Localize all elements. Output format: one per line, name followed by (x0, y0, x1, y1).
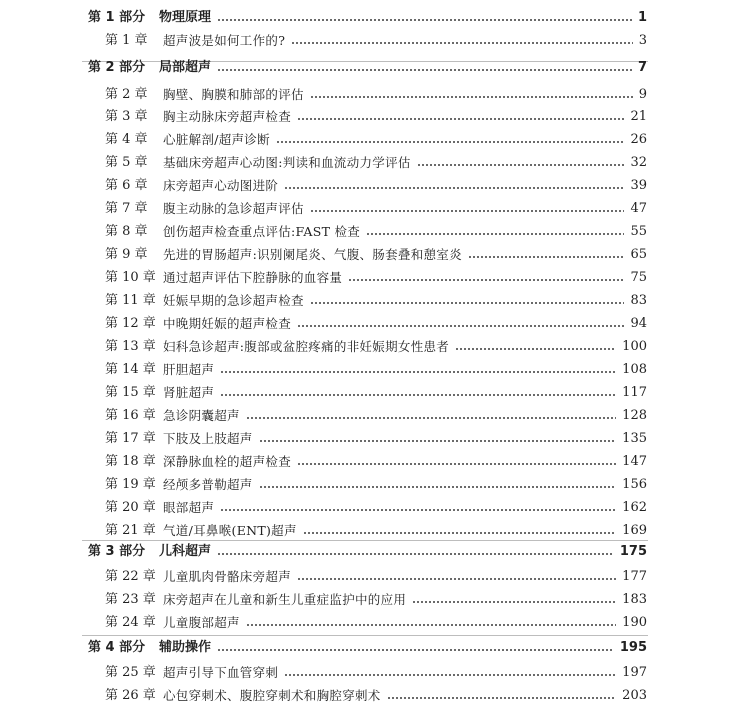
toc-chapter-row[interactable] (0, 175, 730, 197)
chapter-number: 第 12 章 (105, 316, 156, 331)
toc-chapter-row[interactable] (0, 589, 730, 611)
section-divider (82, 635, 648, 636)
page-number: 83 (630, 293, 647, 308)
page-number: 7 (637, 60, 647, 75)
chapter-title: 中晚期妊娠的超声检查 (163, 316, 292, 331)
chapter-title: 气道/耳鼻喉(ENT)超声 (163, 523, 297, 538)
dot-leader (217, 649, 614, 651)
part-title: 物理原理 (159, 10, 212, 25)
dot-leader (246, 417, 616, 419)
dot-leader (220, 394, 616, 396)
chapter-number: 第 3 章 (105, 109, 148, 124)
chapter-title: 床旁超声在儿童和新生儿重症监护中的应用 (163, 592, 407, 607)
toc-part-row[interactable] (0, 7, 730, 29)
chapter-number: 第 24 章 (105, 615, 156, 630)
chapter-number: 第 18 章 (105, 454, 156, 469)
chapter-title: 经颅多普勒超声 (163, 477, 253, 492)
toc-chapter-row[interactable] (0, 152, 730, 174)
page-number: 117 (622, 385, 647, 400)
toc-chapter-row[interactable] (0, 428, 730, 450)
page-number: 190 (622, 615, 647, 630)
dot-leader (217, 553, 614, 555)
page-number: 100 (622, 339, 647, 354)
dot-leader (297, 463, 616, 465)
page-number: 21 (630, 109, 647, 124)
dot-leader (366, 233, 624, 235)
chapter-number: 第 22 章 (105, 569, 156, 584)
toc-chapter-row[interactable] (0, 84, 730, 106)
dot-leader (259, 440, 616, 442)
chapter-title: 心包穿刺术、腹腔穿刺术和胸腔穿刺术 (163, 688, 381, 703)
chapter-title: 深静脉血栓的超声检查 (163, 454, 292, 469)
chapter-title: 肾脏超声 (163, 385, 215, 400)
page-number: 94 (630, 316, 647, 331)
chapter-title: 胸壁、胸膜和肺部的评估 (163, 87, 304, 102)
dot-leader (310, 96, 633, 98)
toc-chapter-row[interactable] (0, 244, 730, 266)
page-number: 26 (630, 132, 647, 147)
toc-part-row[interactable] (0, 541, 730, 563)
chapter-title: 基础床旁超声心动图:判读和血流动力学评估 (163, 155, 411, 170)
chapter-title: 下肢及上肢超声 (163, 431, 253, 446)
chapter-number: 第 11 章 (105, 293, 156, 308)
dot-leader (259, 486, 616, 488)
part-number: 第 3 部分 (88, 544, 146, 559)
page-number: 175 (619, 544, 647, 559)
chapter-number: 第 20 章 (105, 500, 156, 515)
toc-chapter-row[interactable] (0, 198, 730, 220)
chapter-title: 急诊阴囊超声 (163, 408, 240, 423)
chapter-number: 第 15 章 (105, 385, 156, 400)
toc-chapter-row[interactable] (0, 520, 730, 542)
dot-leader (220, 371, 616, 373)
toc-chapter-row[interactable] (0, 451, 730, 473)
chapter-number: 第 26 章 (105, 688, 156, 703)
chapter-title: 眼部超声 (163, 500, 215, 515)
page-number: 9 (638, 87, 647, 102)
dot-leader (417, 164, 624, 166)
part-title: 儿科超声 (159, 544, 212, 559)
chapter-number: 第 7 章 (105, 201, 148, 216)
part-number: 第 2 部分 (88, 60, 146, 75)
dot-leader (303, 532, 616, 534)
page-number: 156 (622, 477, 647, 492)
toc-chapter-row[interactable] (0, 313, 730, 335)
page-number: 39 (630, 178, 647, 193)
page-number: 108 (622, 362, 647, 377)
chapter-title: 腹主动脉的急诊超声评估 (163, 201, 304, 216)
chapter-title: 妊娠早期的急诊超声检查 (163, 293, 304, 308)
dot-leader (246, 624, 616, 626)
chapter-number: 第 13 章 (105, 339, 156, 354)
toc-chapter-row[interactable] (0, 267, 730, 289)
page-number: 32 (630, 155, 647, 170)
page-number: 162 (622, 500, 647, 515)
toc-part-row[interactable] (0, 57, 730, 79)
toc-chapter-row[interactable] (0, 290, 730, 312)
dot-leader (412, 601, 616, 603)
chapter-number: 第 19 章 (105, 477, 156, 492)
page-number: 135 (622, 431, 647, 446)
dot-leader (284, 187, 624, 189)
chapter-number: 第 4 章 (105, 132, 148, 147)
toc-chapter-row[interactable] (0, 129, 730, 151)
page-number: 47 (630, 201, 647, 216)
toc-chapter-row[interactable] (0, 566, 730, 588)
toc-chapter-row[interactable] (0, 474, 730, 496)
dot-leader (284, 674, 616, 676)
toc-chapter-row[interactable] (0, 662, 730, 684)
toc-chapter-row[interactable] (0, 221, 730, 243)
chapter-title: 床旁超声心动图进阶 (163, 178, 279, 193)
chapter-title: 通过超声评估下腔静脉的血容量 (163, 270, 343, 285)
page-number: 177 (622, 569, 647, 584)
toc-chapter-row[interactable] (0, 612, 730, 634)
dot-leader (310, 302, 624, 304)
chapter-number: 第 25 章 (105, 665, 156, 680)
page-number: 55 (630, 224, 647, 239)
chapter-title: 肝胆超声 (163, 362, 215, 377)
chapter-title: 妇科急诊超声:腹部或盆腔疼痛的非妊娠期女性患者 (163, 339, 450, 354)
dot-leader (387, 697, 616, 699)
chapter-number: 第 5 章 (105, 155, 148, 170)
toc-chapter-row[interactable] (0, 30, 730, 52)
dot-leader (297, 325, 624, 327)
page-number: 75 (630, 270, 647, 285)
chapter-title: 超声波是如何工作的? (163, 33, 286, 48)
chapter-number: 第 16 章 (105, 408, 156, 423)
toc-chapter-row[interactable] (0, 497, 730, 519)
chapter-title: 创伤超声检查重点评估:FAST 检查 (163, 224, 361, 239)
page-number: 197 (622, 665, 647, 680)
page-number: 128 (622, 408, 647, 423)
part-title: 局部超声 (159, 60, 212, 75)
page-number: 203 (622, 688, 647, 703)
chapter-number: 第 21 章 (105, 523, 156, 538)
dot-leader (297, 118, 624, 120)
chapter-title: 儿童腹部超声 (163, 615, 240, 630)
part-number: 第 4 部分 (88, 640, 146, 655)
chapter-title: 超声引导下血管穿刺 (163, 665, 279, 680)
dot-leader (217, 19, 632, 21)
chapter-number: 第 10 章 (105, 270, 156, 285)
chapter-number: 第 23 章 (105, 592, 156, 607)
chapter-title: 儿童肌肉骨骼床旁超声 (163, 569, 292, 584)
dot-leader (220, 509, 616, 511)
chapter-title: 心脏解剖/超声诊断 (163, 132, 270, 147)
toc-chapter-row[interactable] (0, 106, 730, 128)
chapter-title: 先进的胃肠超声:识别阑尾炎、气腹、肠套叠和憩室炎 (163, 247, 462, 262)
dot-leader (310, 210, 624, 212)
page-number: 147 (622, 454, 647, 469)
dot-leader (468, 256, 624, 258)
chapter-number: 第 6 章 (105, 178, 148, 193)
chapter-number: 第 9 章 (105, 247, 148, 262)
page-number: 195 (619, 640, 647, 655)
part-title: 辅助操作 (159, 640, 212, 655)
chapter-number: 第 8 章 (105, 224, 148, 239)
toc-part-row[interactable] (0, 637, 730, 659)
toc-chapter-row[interactable] (0, 405, 730, 427)
toc-chapter-row[interactable] (0, 359, 730, 381)
toc-chapter-row[interactable] (0, 382, 730, 404)
chapter-number: 第 14 章 (105, 362, 156, 377)
page-number: 183 (622, 592, 647, 607)
page-number: 1 (637, 10, 647, 25)
dot-leader (276, 141, 624, 143)
toc-chapter-row[interactable] (0, 336, 730, 358)
part-number: 第 1 部分 (88, 10, 146, 25)
chapter-number: 第 1 章 (105, 33, 148, 48)
dot-leader (217, 69, 632, 71)
dot-leader (455, 348, 616, 350)
page-number: 65 (630, 247, 647, 262)
chapter-number: 第 17 章 (105, 431, 156, 446)
page-number: 169 (622, 523, 647, 538)
dot-leader (348, 279, 624, 281)
toc-chapter-row[interactable] (0, 685, 730, 707)
chapter-title: 胸主动脉床旁超声检查 (163, 109, 292, 124)
page-number: 3 (638, 33, 647, 48)
dot-leader (291, 42, 633, 44)
chapter-number: 第 2 章 (105, 87, 148, 102)
dot-leader (297, 578, 616, 580)
